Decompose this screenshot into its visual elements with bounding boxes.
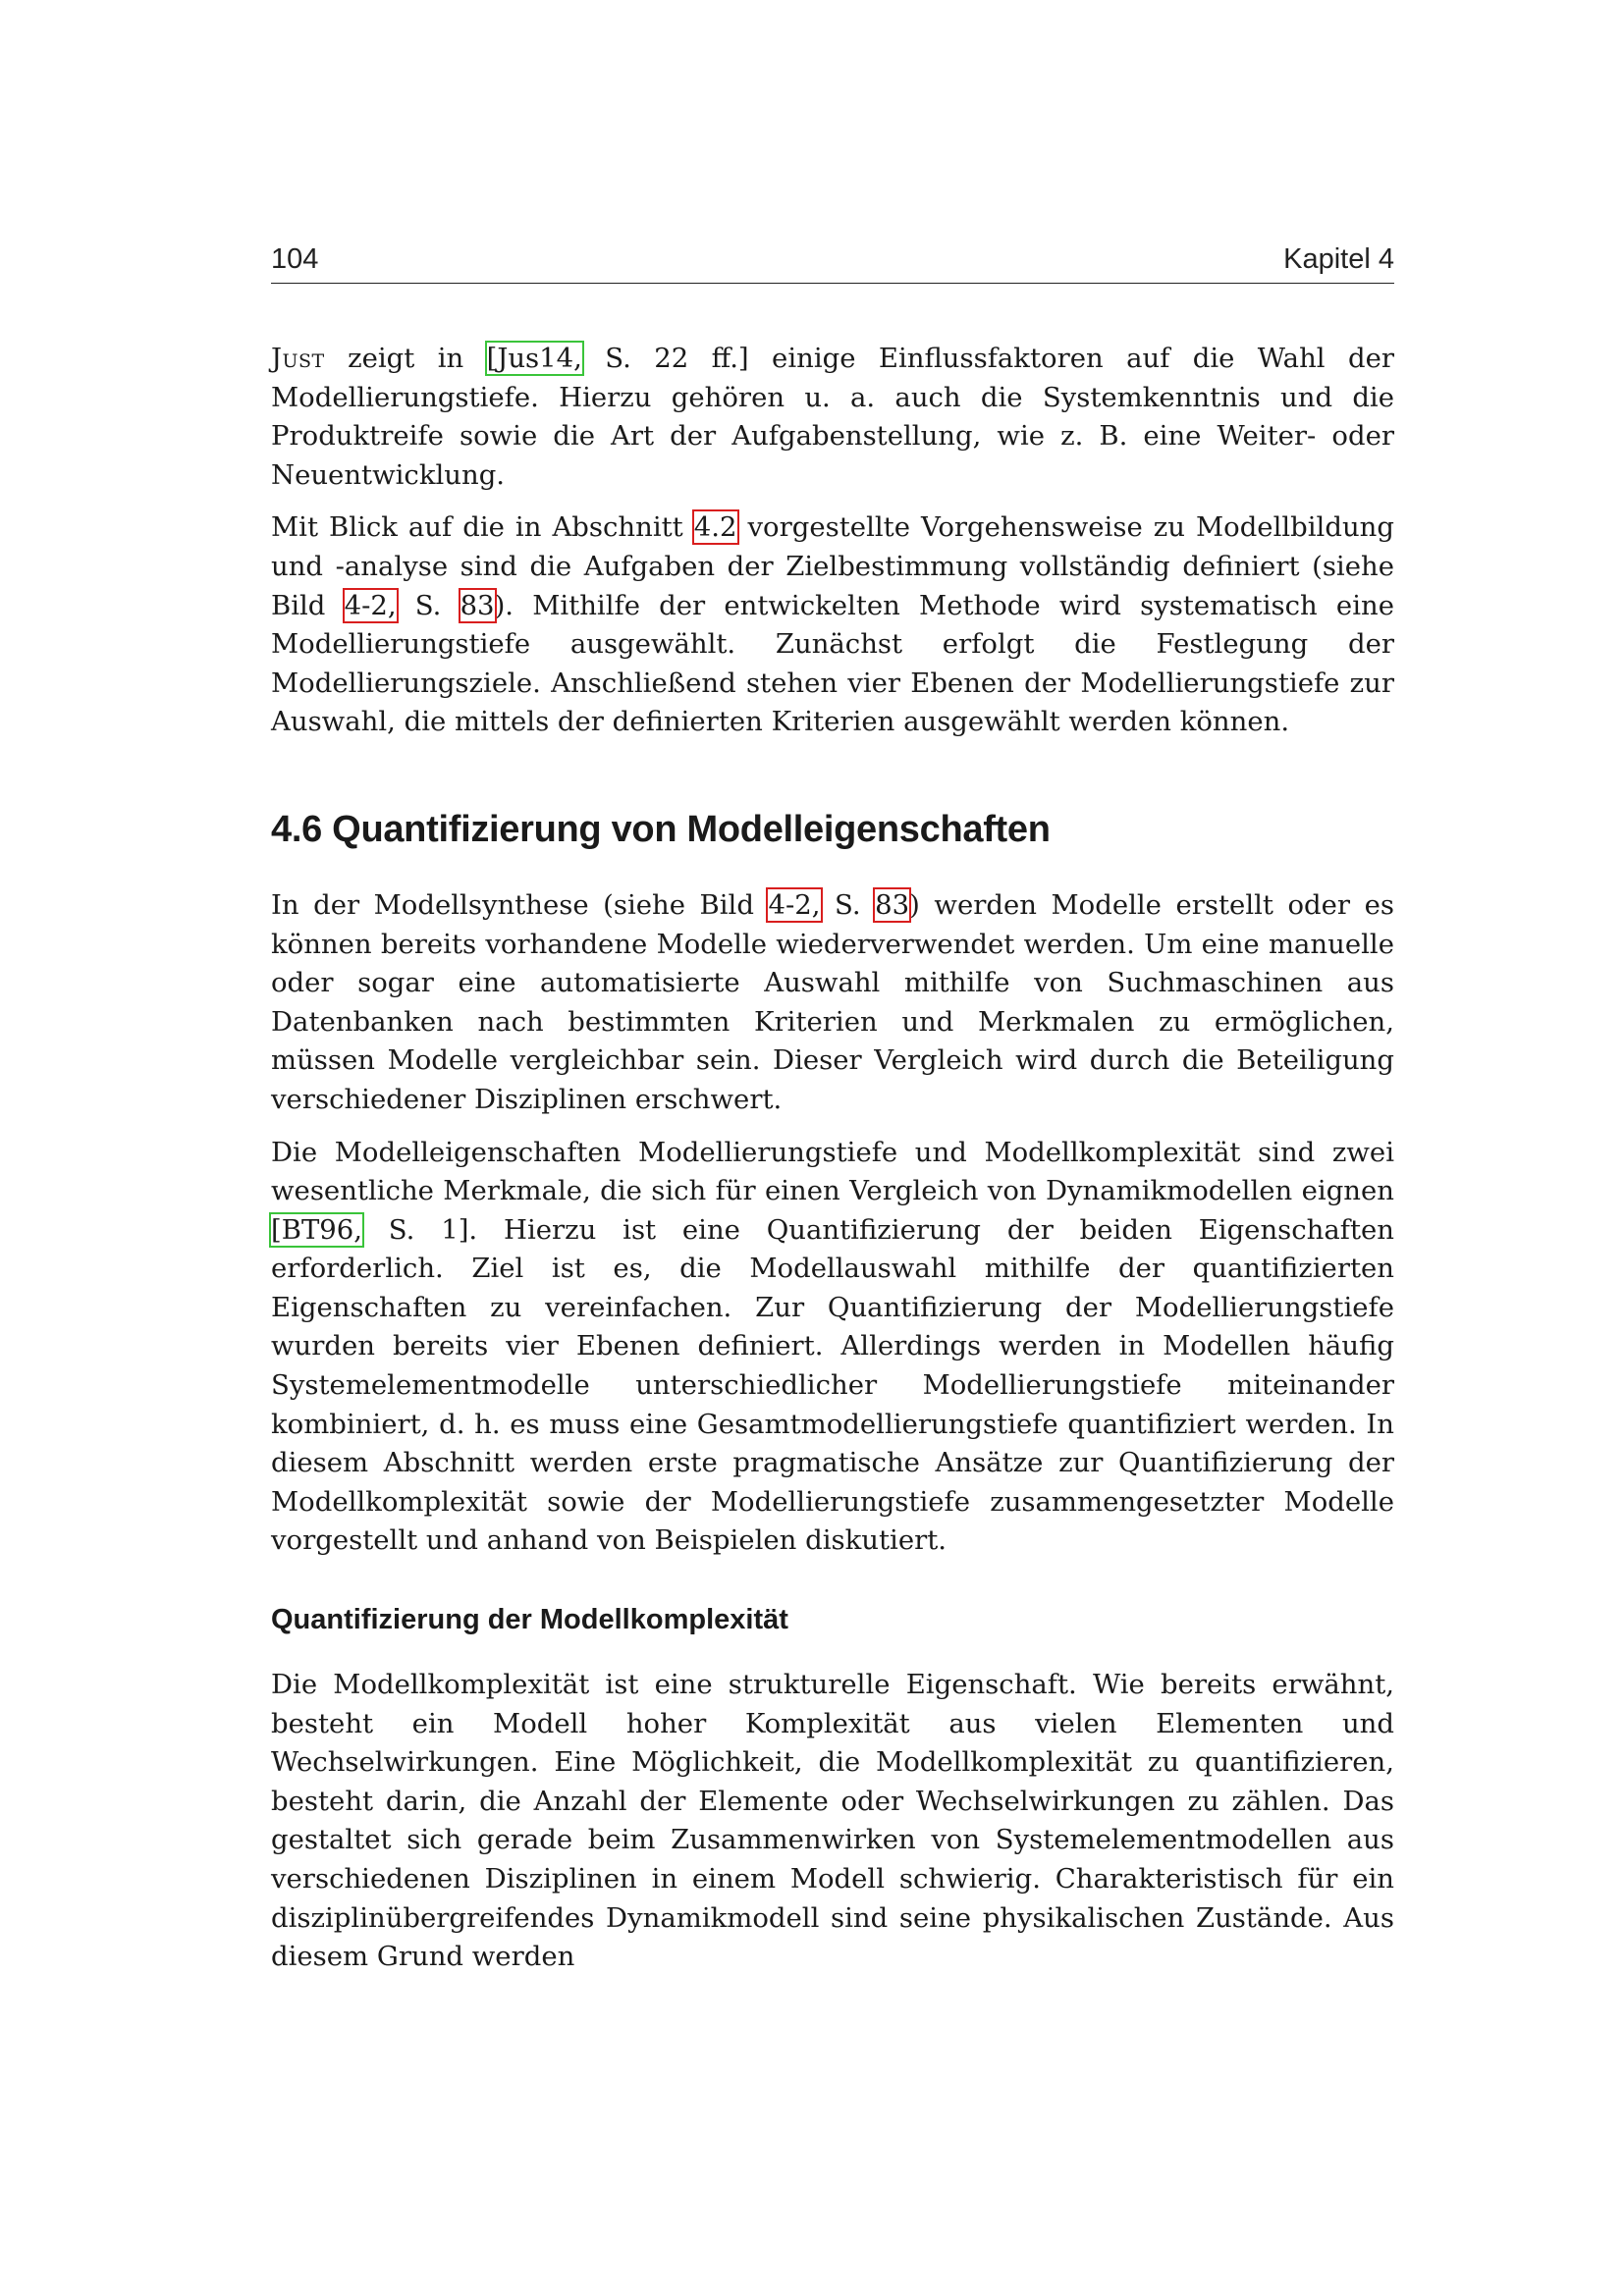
figure-ref-link[interactable]: 4-2, bbox=[768, 888, 821, 921]
paragraph-3 bbox=[271, 886, 1394, 1120]
text-run: S. bbox=[820, 888, 876, 921]
text-run: In der Modellsynthese (siehe Bild bbox=[271, 888, 769, 921]
text-run: zeigt in bbox=[324, 343, 487, 374]
section-heading: 4.6 Quantifizierung von Modelleigenschaften bbox=[271, 808, 1051, 850]
page-ref-link[interactable]: 83 bbox=[460, 589, 495, 621]
author-name: Just bbox=[271, 343, 325, 374]
page bbox=[271, 0, 1394, 2296]
page-number: 104 bbox=[271, 243, 319, 275]
paragraph-1 bbox=[271, 340, 1394, 495]
text-run: Die Modelleigenschaften Modellierungstiefe und Modellkomplexität sind zwei wesentliche Merkmale, die sich für einen Vergleich von Dynamikmodellen eignen bbox=[271, 1136, 1394, 1207]
paragraph-4 bbox=[271, 1134, 1394, 1562]
section-ref-link[interactable]: 4.2 bbox=[693, 511, 737, 544]
text-run: ) werden Modelle erstellt oder es können bereits vorhandene Modelle wiederverwendet werden. Um eine manuelle oder sogar eine automatisierte Auswahl mithilfe von Suchmaschinen aus Datenbanken nach bestimmten Kriterien und Merkmalen zu ermöglichen, müssen Modelle vergleichbar sein. Dieser Vergleich wird durch die Beteiligung verschiedener Disziplinen erschwert. bbox=[271, 888, 1394, 1115]
text-run: S. bbox=[396, 589, 460, 621]
text-run: S. 22 ff.] einige Einflussfaktoren auf die Wahl der Modellierungstiefe. Hierzu gehören u. a. auch die Systemkenntnis und die Produktreife sowie die Art der Aufgabenstellung, wie z. B. eine Weiter- oder Neuentwicklung. bbox=[271, 343, 1394, 491]
body-text bbox=[271, 340, 1394, 1991]
chapter-label: Kapitel 4 bbox=[1283, 243, 1394, 275]
text-run: Mit Blick auf die in Abschnitt bbox=[271, 511, 694, 544]
text-run: S. 1]. Hierzu ist eine Quantifizierung der beiden Eigenschaften erforderlich. Ziel ist es, die Modellauswahl mithilfe der quantifizierten Eigenschaften zu vereinfachen. Zur Quantifizierung der Modellierungstiefe wurden bereits vier Ebenen definiert. Allerdings werden in Modellen häufig Systemelementmodelle unterschiedlicher Modellierungstiefe miteinander kombiniert, d. h. es muss eine Gesamtmodellierungstiefe quantifiziert werden. In diesem Abschnitt werden erste pragmatische Ansätze zur Quantifizierung der Modellkomplexität sowie der Modellierungstiefe zusammengesetzter Modelle vorgestellt und anhand von Beispielen diskutiert. bbox=[271, 1213, 1394, 1557]
text-run: ). Mithilfe der entwickelten Methode wird systematisch eine Modellierungstiefe ausgewählt. Zunächst erfolgt die Festlegung der Modellierungsziele. Anschließend stehen vier Ebenen der Modellierungstiefe zur Auswahl, die mittels der definierten Kriterien ausgewählt werden können. bbox=[271, 589, 1394, 738]
figure-ref-link[interactable]: 4-2, bbox=[344, 589, 397, 621]
paragraph-2 bbox=[271, 508, 1394, 742]
paragraph-5: Die Modellkomplexität ist eine strukturelle Eigenschaft. Wie bereits erwähnt, besteht ein Modell hoher Komplexität aus vielen Elementen und Wechselwirkungen. Eine Möglichkeit, die Modellkomplexität zu quantifizieren, besteht darin, die Anzahl der Elemente oder Wechselwirkungen zu zählen. Das gestaltet sich gerade beim Zusammenwirken von Systemelementmodellen aus verschiedenen Disziplinen in einem Modell schwierig. Charakteristisch für ein disziplinübergreifendes Dynamikmodell sind seine physikalischen Zustände. Aus diesem Grund werden bbox=[271, 1669, 1394, 1973]
subsection-heading: Quantifizierung der Modellkomplexität bbox=[271, 1604, 788, 1636]
citation-link-bt96[interactable]: [BT96, bbox=[271, 1213, 363, 1246]
page-ref-link[interactable]: 83 bbox=[875, 888, 910, 921]
running-header bbox=[271, 243, 1394, 284]
text-run: vorgestellte Vorgehensweise zu Modellbildung und -analyse sind die Aufgaben der Zielbestimmung vollständig definiert (siehe Bild bbox=[271, 511, 1394, 621]
citation-link-jus14[interactable]: [Jus14, bbox=[486, 343, 582, 374]
